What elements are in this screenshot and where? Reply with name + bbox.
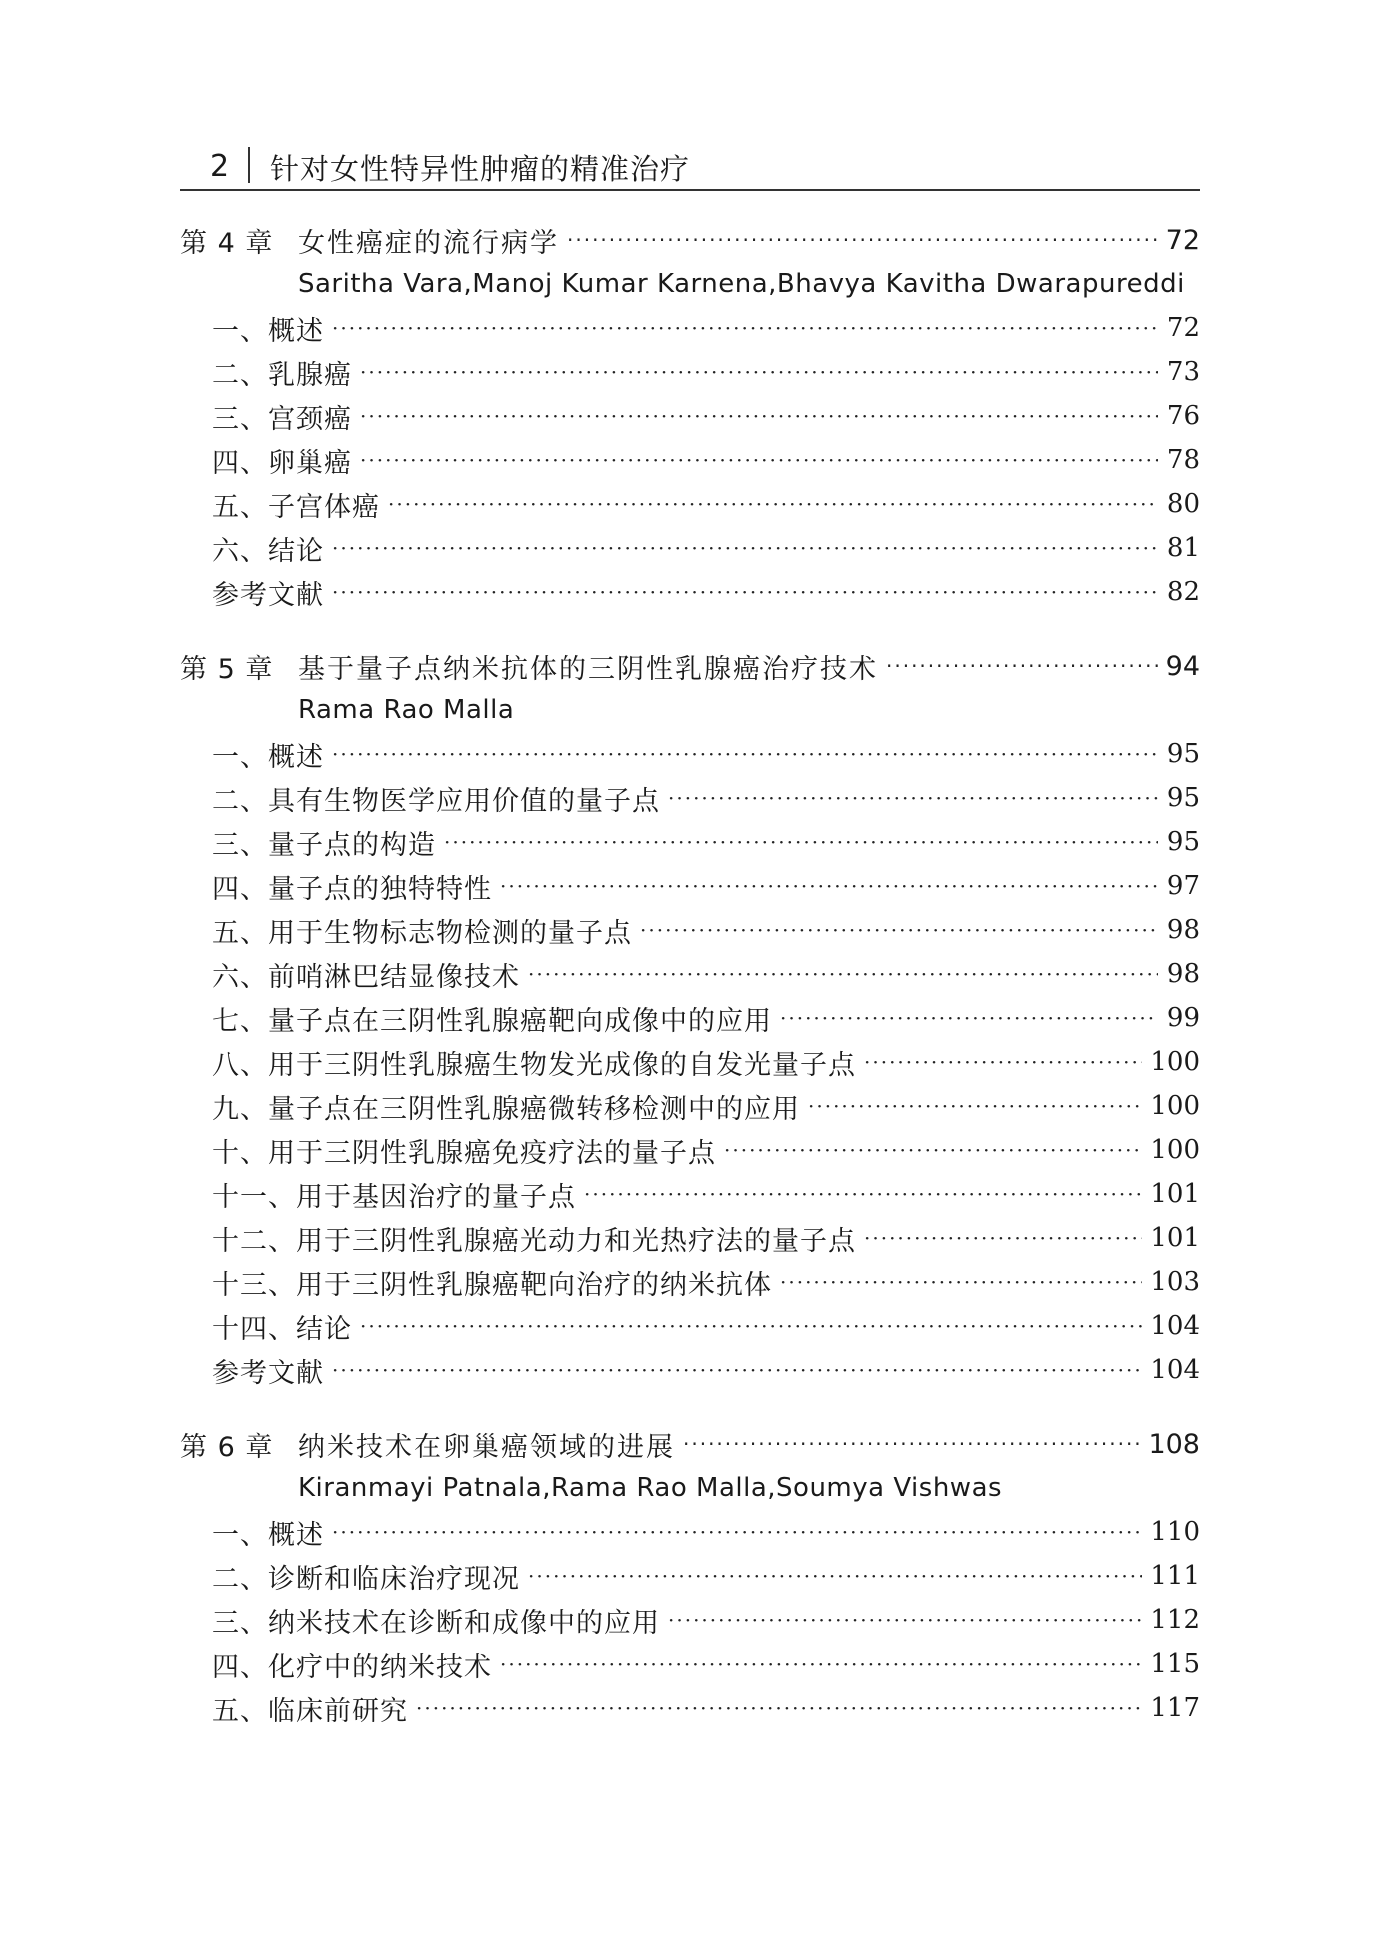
section-page: 110	[1150, 1517, 1200, 1547]
section-title: 十、用于三阴性乳腺癌免疫疗法的量子点	[212, 1137, 716, 1169]
table-of-contents	[180, 218, 1200, 1730]
book-title: 针对女性特异性肿瘤的精准治疗	[270, 152, 691, 186]
section-title: 一、概述	[212, 741, 324, 773]
section-entry[interactable]	[180, 1598, 1200, 1642]
section-entry[interactable]	[180, 996, 1200, 1040]
section-entry[interactable]	[180, 1348, 1200, 1392]
section-page: 97	[1166, 871, 1200, 901]
section-page: 82	[1166, 577, 1200, 607]
section-title: 九、量子点在三阴性乳腺癌微转移检测中的应用	[212, 1093, 800, 1125]
section-title: 四、卵巢癌	[212, 447, 352, 479]
page-number: 2	[210, 149, 230, 184]
chapter-title: 基于量子点纳米抗体的三阴性乳腺癌治疗技术	[298, 653, 878, 685]
dot-leader	[724, 1138, 1142, 1162]
section-title: 八、用于三阴性乳腺癌生物发光成像的自发光量子点	[212, 1049, 856, 1081]
section-entry[interactable]	[180, 1260, 1200, 1304]
section-title: 二、具有生物医学应用价值的量子点	[212, 785, 660, 817]
section-title: 三、宫颈癌	[212, 403, 352, 435]
chapter-number: 第 5 章	[180, 653, 274, 685]
section-title: 十二、用于三阴性乳腺癌光动力和光热疗法的量子点	[212, 1225, 856, 1257]
section-title: 参考文献	[212, 579, 324, 611]
section-page: 98	[1166, 915, 1200, 945]
section-page: 101	[1150, 1223, 1200, 1253]
dot-leader	[500, 874, 1158, 898]
chapter-heading[interactable]	[180, 218, 1200, 262]
dot-leader	[360, 404, 1158, 428]
section-page: 112	[1150, 1605, 1200, 1635]
dot-leader	[416, 1696, 1142, 1720]
running-header	[180, 143, 1200, 191]
section-page: 99	[1166, 1003, 1200, 1033]
section-title: 一、概述	[212, 315, 324, 347]
dot-leader	[332, 536, 1158, 560]
section-entry[interactable]	[180, 1304, 1200, 1348]
chapter-heading[interactable]	[180, 644, 1200, 688]
section-title: 十一、用于基因治疗的量子点	[212, 1181, 576, 1213]
section-title: 六、结论	[212, 535, 324, 567]
section-entry[interactable]	[180, 908, 1200, 952]
chapter-page: 108	[1148, 1428, 1200, 1460]
section-entry[interactable]	[180, 1128, 1200, 1172]
dot-leader	[360, 1314, 1142, 1338]
section-title: 二、乳腺癌	[212, 359, 352, 391]
section-title: 三、纳米技术在诊断和成像中的应用	[212, 1607, 660, 1639]
section-title: 五、子宫体癌	[212, 491, 380, 523]
section-page: 101	[1150, 1179, 1200, 1209]
dot-leader	[332, 1520, 1142, 1544]
dot-leader	[332, 1358, 1142, 1382]
section-title: 十四、结论	[212, 1313, 352, 1345]
section-page: 81	[1166, 533, 1200, 563]
section-entry[interactable]	[180, 570, 1200, 614]
section-entry[interactable]	[180, 1216, 1200, 1260]
dot-leader	[780, 1006, 1158, 1030]
section-entry[interactable]	[180, 1084, 1200, 1128]
section-title: 六、前哨淋巴结显像技术	[212, 961, 520, 993]
section-page: 117	[1150, 1693, 1200, 1723]
section-page: 98	[1166, 959, 1200, 989]
section-entry[interactable]	[180, 438, 1200, 482]
section-title: 四、量子点的独特特性	[212, 873, 492, 905]
section-title: 二、诊断和临床治疗现况	[212, 1563, 520, 1595]
section-entry[interactable]	[180, 1642, 1200, 1686]
section-title: 四、化疗中的纳米技术	[212, 1651, 492, 1683]
chapter-page: 72	[1165, 224, 1200, 256]
dot-leader	[668, 1608, 1142, 1632]
dot-leader	[683, 1432, 1140, 1456]
header-separator	[248, 147, 250, 183]
dot-leader	[332, 316, 1158, 340]
dot-leader	[864, 1050, 1142, 1074]
section-title: 三、量子点的构造	[212, 829, 436, 861]
dot-leader	[668, 786, 1158, 810]
section-entry[interactable]	[180, 864, 1200, 908]
section-title: 七、量子点在三阴性乳腺癌靶向成像中的应用	[212, 1005, 772, 1037]
dot-leader	[808, 1094, 1142, 1118]
dot-leader	[886, 654, 1158, 678]
chapter-authors: Kiranmayi Patnala,Rama Rao Malla,Soumya Vishwas	[298, 1473, 1003, 1503]
section-page: 100	[1150, 1047, 1200, 1077]
section-page: 100	[1150, 1091, 1200, 1121]
section-entry[interactable]	[180, 1172, 1200, 1216]
dot-leader	[360, 448, 1158, 472]
dot-leader	[360, 360, 1158, 384]
section-page: 103	[1150, 1267, 1200, 1297]
dot-leader	[864, 1226, 1142, 1250]
section-page: 111	[1150, 1561, 1200, 1591]
section-entry[interactable]	[180, 1510, 1200, 1554]
section-page: 115	[1150, 1649, 1200, 1679]
section-entry[interactable]	[180, 1554, 1200, 1598]
chapter-authors: Saritha Vara,Manoj Kumar Karnena,Bhavya Kavitha Dwarapureddi	[298, 269, 1185, 299]
dot-leader	[444, 830, 1158, 854]
section-page: 95	[1166, 739, 1200, 769]
chapter-heading[interactable]	[180, 1422, 1200, 1466]
section-entry[interactable]	[180, 776, 1200, 820]
chapter-number: 第 4 章	[180, 227, 274, 259]
section-entry[interactable]	[180, 820, 1200, 864]
chapter-title: 纳米技术在卵巢癌领域的进展	[298, 1431, 675, 1463]
section-entry[interactable]	[180, 394, 1200, 438]
section-page: 95	[1166, 827, 1200, 857]
chapter-number: 第 6 章	[180, 1431, 274, 1463]
section-entry[interactable]	[180, 1686, 1200, 1730]
section-entry[interactable]	[180, 1040, 1200, 1084]
dot-leader	[780, 1270, 1142, 1294]
section-page: 104	[1150, 1355, 1200, 1385]
section-entry[interactable]	[180, 952, 1200, 996]
section-title: 十三、用于三阴性乳腺癌靶向治疗的纳米抗体	[212, 1269, 772, 1301]
section-page: 78	[1166, 445, 1200, 475]
dot-leader	[388, 492, 1158, 516]
dot-leader	[640, 918, 1158, 942]
dot-leader	[584, 1182, 1142, 1206]
chapter-authors: Rama Rao Malla	[298, 695, 515, 725]
section-page: 104	[1150, 1311, 1200, 1341]
section-title: 参考文献	[212, 1357, 324, 1389]
dot-leader	[332, 580, 1158, 604]
section-entry[interactable]	[180, 526, 1200, 570]
dot-leader	[332, 742, 1158, 766]
section-page: 73	[1166, 357, 1200, 387]
section-page: 100	[1150, 1135, 1200, 1165]
section-title: 一、概述	[212, 1519, 324, 1551]
chapter-page: 94	[1165, 650, 1200, 682]
dot-leader	[567, 228, 1158, 252]
section-entry[interactable]	[180, 306, 1200, 350]
section-page: 95	[1166, 783, 1200, 813]
section-title: 五、临床前研究	[212, 1695, 408, 1727]
section-page: 76	[1166, 401, 1200, 431]
chapter-title: 女性癌症的流行病学	[298, 227, 559, 259]
section-entry[interactable]	[180, 482, 1200, 526]
section-entry[interactable]	[180, 732, 1200, 776]
section-page: 72	[1166, 313, 1200, 343]
section-page: 80	[1166, 489, 1200, 519]
section-entry[interactable]	[180, 350, 1200, 394]
section-title: 五、用于生物标志物检测的量子点	[212, 917, 632, 949]
dot-leader	[528, 962, 1158, 986]
dot-leader	[500, 1652, 1142, 1676]
dot-leader	[528, 1564, 1142, 1588]
